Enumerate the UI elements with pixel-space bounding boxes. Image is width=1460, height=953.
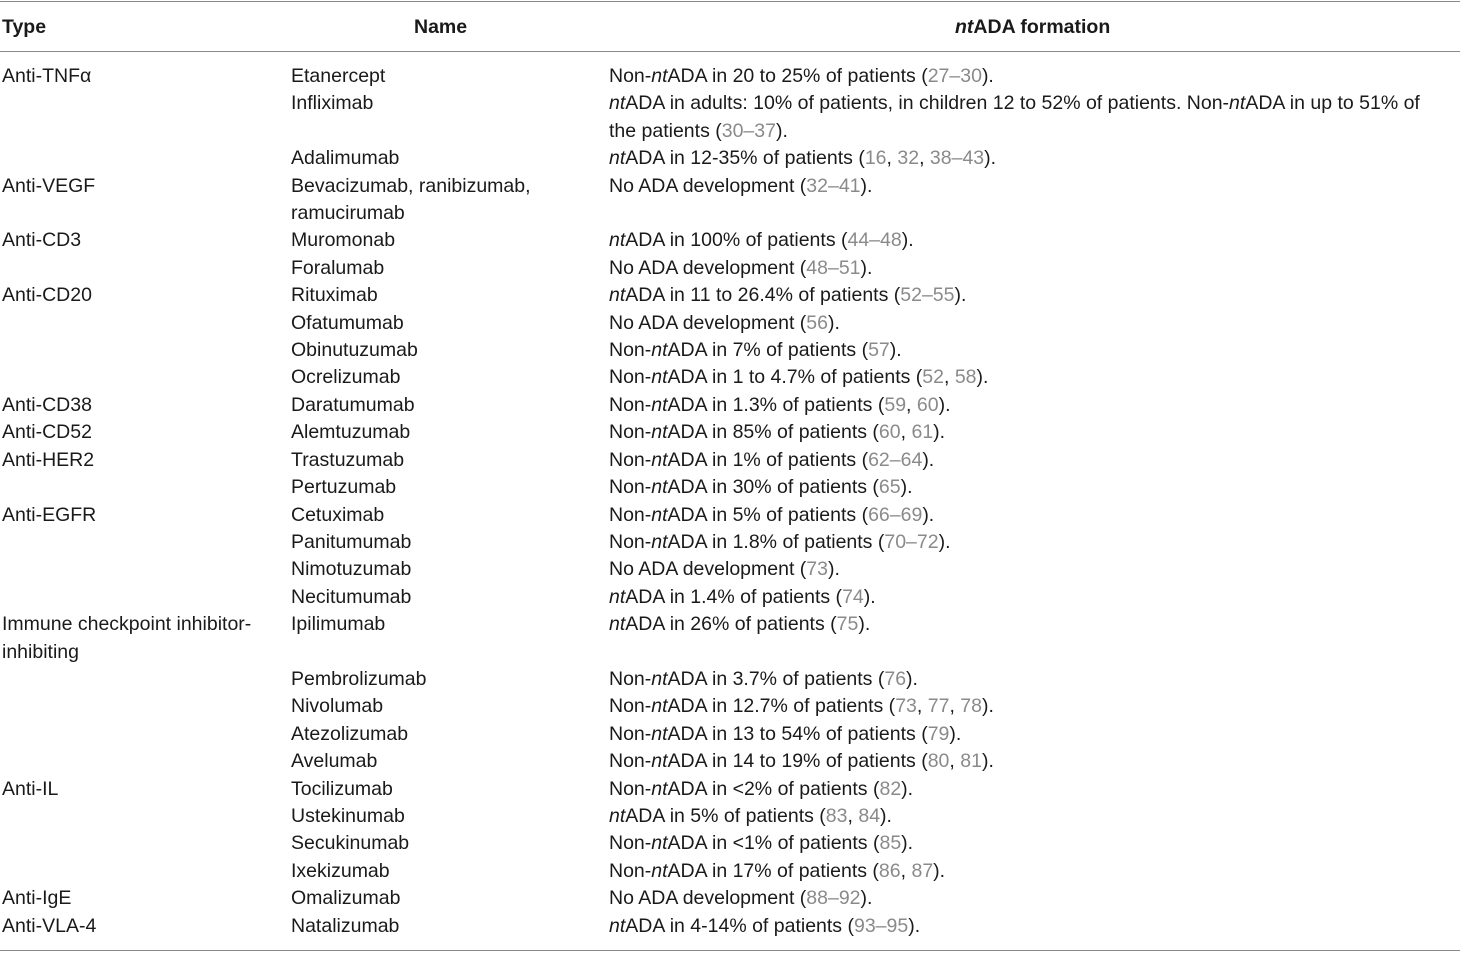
text-run: ADA in 13 to 54% of patients ( (667, 722, 928, 745)
table-row (0, 913, 1460, 940)
table-row (0, 282, 1460, 309)
text-run: Non- (609, 448, 652, 471)
cell-ada-formation (609, 776, 1460, 803)
cell-name: Infliximab (291, 92, 374, 115)
text-run: ). (981, 750, 994, 773)
cell-name: Nivolumab (291, 695, 384, 718)
table-row (0, 392, 1460, 419)
text-run: , (949, 695, 961, 718)
cell-ada-formation (609, 556, 1460, 583)
text-run: ADA in 1% of patients ( (667, 448, 869, 471)
italic-text: nt (609, 147, 626, 170)
cell-name: Ipilimumab (291, 613, 386, 636)
cell-name: Rituximab (291, 284, 378, 307)
reference-link[interactable]: 81 (960, 750, 982, 773)
cell-name: Pertuzumab (291, 476, 397, 499)
table-row (0, 63, 1460, 90)
cell-type: Anti-CD52 (2, 421, 92, 444)
italic-text: nt (651, 393, 668, 416)
text-run: , (886, 147, 898, 170)
cell-type: Anti-CD20 (2, 284, 92, 307)
italic-text: nt (651, 503, 668, 526)
cell-type (0, 693, 291, 720)
text-run: ). (984, 147, 997, 170)
text-run: ADA in 85% of patients ( (667, 421, 879, 444)
reference-link[interactable]: 86 (878, 859, 901, 882)
text-run: ). (860, 174, 873, 197)
italic-text: nt (609, 92, 626, 115)
text-run: , (916, 695, 928, 718)
reference-link[interactable]: 30–37 (721, 119, 776, 142)
table-bottom-rule (0, 950, 1460, 951)
header-ada-formation (955, 14, 1110, 41)
table-header-rule (0, 51, 1460, 52)
reference-link[interactable]: 82 (879, 777, 902, 800)
cell-name: Muromonab (291, 229, 396, 252)
cell-ada-formation (609, 364, 1460, 391)
table-row (0, 885, 1460, 912)
reference-link[interactable]: 83 (825, 804, 848, 827)
cell-type: Anti-CD3 (2, 229, 82, 252)
text-run: Non- (609, 393, 652, 416)
reference-link[interactable]: 16 (864, 147, 887, 170)
italic-text: nt (651, 722, 668, 745)
text-run: ADA in 17% of patients ( (667, 859, 879, 882)
cell-type (0, 584, 291, 611)
cell-name: Panitumumab (291, 530, 412, 553)
text-run: Non- (609, 530, 652, 553)
reference-link[interactable]: 60 (878, 421, 901, 444)
reference-link[interactable]: 76 (884, 667, 907, 690)
text-run: ADA in 5% of patients ( (625, 804, 826, 827)
cell-name: Obinutuzumab (291, 339, 418, 362)
cell-ada-formation (609, 447, 1460, 474)
cell-name: Tocilizumab (291, 777, 393, 800)
cell-type (0, 803, 291, 830)
text-run: ADA in 14 to 19% of patients ( (667, 750, 928, 773)
cell-ada-formation (609, 282, 1460, 309)
text-run: Non- (609, 859, 652, 882)
header-type: Type (2, 16, 47, 38)
text-run: Non- (609, 695, 652, 718)
cell-type: Anti-TNFα (2, 65, 92, 87)
table-row (0, 830, 1460, 857)
table-row (0, 858, 1460, 885)
cell-name: Avelumab (291, 750, 378, 773)
cell-ada-formation (609, 913, 1460, 940)
reference-link[interactable]: 57 (868, 339, 890, 362)
cell-type (0, 145, 291, 172)
text-run: ). (901, 777, 914, 800)
cell-type (0, 748, 291, 775)
text-run: , (900, 859, 912, 882)
cell-ada-formation (609, 90, 1460, 145)
text-run: No ADA development ( (609, 558, 807, 581)
reference-link[interactable]: 32–41 (806, 174, 861, 197)
table-row (0, 611, 1460, 666)
text-run: ). (860, 887, 873, 910)
cell-ada-formation (609, 392, 1460, 419)
text-run: ADA in up to 51% of the patients ( (609, 92, 1420, 142)
text-run: ). (900, 476, 913, 499)
text-run: ADA in 7% of patients ( (667, 339, 869, 362)
reference-link[interactable]: 70–72 (884, 530, 939, 553)
table-row (0, 364, 1460, 391)
cell-name: Omalizumab (291, 887, 401, 910)
text-run: , (847, 804, 859, 827)
text-run: ). (976, 366, 989, 389)
italic-text: nt (651, 832, 668, 855)
italic-text: nt (651, 65, 668, 87)
text-run: ). (880, 804, 892, 827)
header-ada-rest: ADA formation (973, 16, 1111, 38)
table-row (0, 529, 1460, 556)
cell-name: Pembrolizumab (291, 667, 427, 690)
table-row (0, 474, 1460, 501)
text-run: ADA in 11 to 26.4% of patients ( (625, 284, 901, 307)
text-run: ). (901, 229, 914, 252)
table-row (0, 447, 1460, 474)
header-ada-italic: nt (955, 16, 974, 38)
table-row (0, 748, 1460, 775)
reference-link[interactable]: 77 (927, 695, 950, 718)
italic-text: nt (651, 448, 668, 471)
italic-text: nt (651, 421, 668, 444)
reference-link[interactable]: 74 (842, 585, 864, 608)
cell-name: Ocrelizumab (291, 366, 401, 389)
italic-text: nt (651, 530, 668, 553)
cell-ada-formation (609, 255, 1460, 282)
reference-link[interactable]: 88–92 (806, 887, 861, 910)
text-run: No ADA development ( (609, 887, 807, 910)
cell-name: Cetuximab (291, 503, 385, 526)
italic-text: nt (609, 613, 626, 636)
cell-type (0, 255, 291, 282)
reference-link[interactable]: 93–95 (853, 914, 909, 937)
reference-link[interactable]: 66–69 (868, 503, 923, 526)
table-row (0, 310, 1460, 337)
text-run: ADA in <2% of patients ( (667, 777, 880, 800)
cell-type: Anti-CD38 (2, 393, 92, 416)
text-run: ). (863, 585, 876, 608)
reference-link[interactable]: 87 (911, 859, 934, 882)
text-run: ADA in 1 to 4.7% of patients ( (667, 366, 923, 389)
cell-name: Daratumumab (291, 393, 415, 416)
cell-type (0, 90, 291, 145)
text-run: ADA in 5% of patients ( (667, 503, 869, 526)
text-run: Non- (609, 832, 652, 855)
reference-link[interactable]: 58 (954, 366, 977, 389)
text-run: ). (933, 421, 946, 444)
cell-ada-formation (609, 227, 1460, 254)
text-run: ). (933, 859, 946, 882)
cell-ada-formation (609, 145, 1460, 172)
cell-ada-formation (609, 474, 1460, 501)
cell-type: Anti-VEGF (2, 174, 96, 197)
text-run: , (906, 393, 917, 416)
cell-name: Natalizumab (291, 914, 400, 937)
cell-name: Bevacizumab, ranibizumab, ramucirumab (291, 174, 531, 225)
text-run: ). (906, 667, 918, 690)
text-run: ADA in adults: 10% of patients, in children 12 to 52% of patients. Non- (625, 92, 1230, 115)
text-run: ). (922, 448, 935, 471)
italic-text: nt (651, 750, 668, 773)
table-row (0, 666, 1460, 693)
text-run: ). (858, 613, 871, 636)
cell-ada-formation (609, 63, 1460, 90)
cell-type (0, 858, 291, 885)
cell-type (0, 721, 291, 748)
italic-text: nt (609, 284, 626, 307)
reference-link[interactable]: 52 (922, 366, 944, 389)
text-run: , (900, 421, 912, 444)
cell-name: Ustekinumab (291, 804, 405, 827)
reference-link[interactable]: 48–51 (806, 256, 861, 279)
text-run: ADA in 20 to 25% of patients ( (667, 65, 928, 87)
table-row (0, 419, 1460, 446)
cell-type (0, 556, 291, 583)
text-run: ). (827, 311, 840, 334)
italic-text: nt (609, 229, 626, 252)
cell-name: Ixekizumab (291, 859, 390, 882)
reference-link[interactable]: 79 (927, 722, 950, 745)
text-run: ). (922, 503, 935, 526)
text-run: ). (938, 393, 951, 416)
text-run: Non- (609, 476, 652, 499)
table-row (0, 776, 1460, 803)
reference-link[interactable]: 80 (927, 750, 950, 773)
text-run: ADA in 1.3% of patients ( (667, 393, 885, 416)
cell-type: Anti-IgE (2, 887, 72, 910)
reference-link[interactable]: 32 (897, 147, 920, 170)
cell-ada-formation (609, 748, 1460, 775)
cell-ada-formation (609, 529, 1460, 556)
table-top-rule (0, 1, 1460, 2)
italic-text: nt (609, 804, 626, 827)
cell-name: Alemtuzumab (291, 421, 411, 444)
italic-text: nt (651, 859, 668, 882)
text-run: Non- (609, 722, 652, 745)
table-row (0, 502, 1460, 529)
text-run: ADA in 3.7% of patients ( (667, 667, 885, 690)
italic-text: nt (609, 585, 626, 608)
cell-ada-formation (609, 885, 1460, 912)
cell-ada-formation (609, 858, 1460, 885)
table-row (0, 693, 1460, 720)
cell-name: Secukinumab (291, 832, 410, 855)
reference-link[interactable]: 56 (806, 311, 828, 334)
cell-name: Adalimumab (291, 147, 400, 170)
reference-link[interactable]: 59 (884, 393, 907, 416)
reference-link[interactable]: 73 (806, 558, 828, 581)
text-run: ADA in 26% of patients ( (625, 613, 837, 636)
text-run: Non- (609, 503, 652, 526)
text-run: ADA in 12-35% of patients ( (625, 147, 865, 170)
cell-name: Etanercept (291, 65, 386, 87)
reference-link[interactable]: 60 (916, 393, 939, 416)
text-run: ADA in 100% of patients ( (625, 229, 848, 252)
table-row (0, 337, 1460, 364)
cell-type (0, 474, 291, 501)
table-row (0, 173, 1460, 228)
cell-type: Immune checkpoint inhibitor-inhibiting (2, 613, 252, 663)
text-run: No ADA development ( (609, 311, 807, 334)
text-run: Non- (609, 65, 652, 87)
reference-link[interactable]: 75 (836, 613, 859, 636)
reference-link[interactable]: 62–64 (868, 448, 923, 471)
cell-ada-formation (609, 337, 1460, 364)
cell-type (0, 337, 291, 364)
cell-ada-formation (609, 310, 1460, 337)
italic-text: nt (651, 339, 668, 362)
cell-type: Anti-VLA-4 (2, 914, 97, 937)
cell-ada-formation (609, 666, 1460, 693)
cell-ada-formation (609, 419, 1460, 446)
text-run: ADA in 12.7% of patients ( (667, 695, 896, 718)
reference-link[interactable]: 73 (895, 695, 917, 718)
text-run: ADA in 1.8% of patients ( (667, 530, 885, 553)
cell-type (0, 310, 291, 337)
cell-type (0, 830, 291, 857)
reference-link[interactable]: 78 (960, 695, 982, 718)
italic-text: nt (651, 667, 668, 690)
cell-type: Anti-HER2 (2, 448, 95, 471)
cell-ada-formation (609, 611, 1460, 666)
text-run: No ADA development ( (609, 256, 807, 279)
reference-link[interactable]: 27–30 (927, 65, 982, 87)
cell-name: Foralumab (291, 256, 385, 279)
table-row (0, 721, 1460, 748)
table-row (0, 145, 1460, 172)
cell-ada-formation (609, 502, 1460, 529)
text-run: , (943, 366, 955, 389)
text-run: ). (901, 832, 914, 855)
table-row (0, 584, 1460, 611)
cell-type (0, 529, 291, 556)
cell-ada-formation (609, 173, 1460, 228)
reference-link[interactable]: 44–48 (847, 229, 902, 252)
cell-name: Trastuzumab (291, 448, 405, 471)
text-run: ). (860, 256, 873, 279)
cell-ada-formation (609, 830, 1460, 857)
text-run: , (949, 750, 961, 773)
italic-text: nt (651, 695, 668, 718)
text-run: Non- (609, 339, 652, 362)
text-run: No ADA development ( (609, 174, 807, 197)
table-row (0, 227, 1460, 254)
text-run: Non- (609, 421, 652, 444)
text-run: ). (908, 914, 921, 937)
cell-name: Necitumumab (291, 585, 412, 608)
cell-ada-formation (609, 721, 1460, 748)
italic-text: nt (651, 476, 668, 499)
text-run: Non- (609, 750, 652, 773)
text-run: Non- (609, 366, 652, 389)
table-row (0, 556, 1460, 583)
text-run: ADA in 1.4% of patients ( (625, 585, 843, 608)
header-name: Name (414, 16, 468, 38)
reference-link[interactable]: 65 (878, 476, 901, 499)
cell-type (0, 666, 291, 693)
cell-name: Atezolizumab (291, 722, 409, 745)
text-run: Non- (609, 667, 652, 690)
italic-text: nt (609, 914, 626, 937)
text-run: ). (981, 695, 994, 718)
reference-link[interactable]: 85 (879, 832, 902, 855)
cell-type: Anti-IL (2, 777, 59, 800)
cell-ada-formation (609, 693, 1460, 720)
reference-link[interactable]: 84 (858, 804, 881, 827)
cell-name: Nimotuzumab (291, 558, 412, 581)
reference-link[interactable]: 52–55 (900, 284, 955, 307)
cell-type: Anti-EGFR (2, 503, 97, 526)
text-run: Non- (609, 777, 652, 800)
text-run: ADA in 4-14% of patients ( (625, 914, 854, 937)
text-run: , (919, 147, 930, 170)
table-row (0, 803, 1460, 830)
table-row (0, 255, 1460, 282)
text-run: ). (889, 339, 902, 362)
text-run: ). (954, 284, 967, 307)
reference-link[interactable]: 38–43 (929, 147, 985, 170)
table-row (0, 90, 1460, 145)
italic-text: nt (651, 777, 668, 800)
cell-type (0, 364, 291, 391)
italic-text: nt (651, 366, 668, 389)
table-body (0, 63, 1460, 940)
reference-link[interactable]: 61 (911, 421, 934, 444)
text-run: ). (775, 119, 788, 142)
cell-ada-formation (609, 584, 1460, 611)
text-run: ). (949, 722, 962, 745)
text-run: ADA in <1% of patients ( (667, 832, 880, 855)
italic-text: nt (1229, 92, 1246, 115)
text-run: ). (827, 558, 840, 581)
cell-ada-formation (609, 803, 1460, 830)
cell-name: Ofatumumab (291, 311, 404, 334)
text-run: ). (938, 530, 951, 553)
text-run: ). (981, 65, 994, 87)
text-run: ADA in 30% of patients ( (667, 476, 879, 499)
